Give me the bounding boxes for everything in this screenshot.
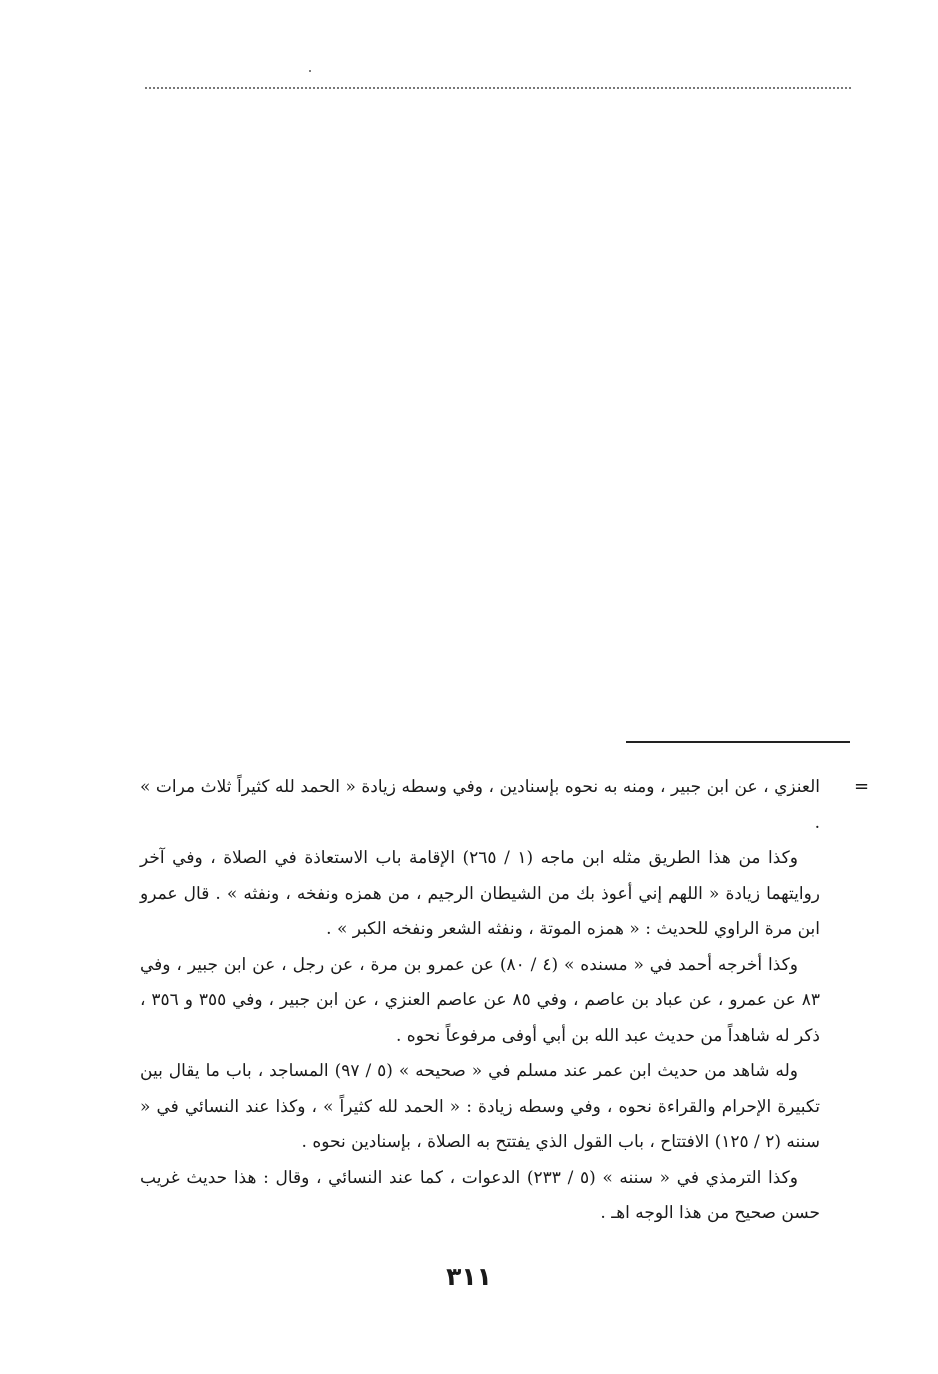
footnote-block [140,770,820,1232]
footnote-paragraph: وكذا أخرجه أحمد في « مسنده » (٤ / ٨٠) عن عمرو بن مرة ، عن رجل ، عن ابن جبير ، وفي ٨٣ عن عمرو ، عن عباد بن عاصم ، وفي ٨٥ عن عاصم العنزي ، عن ابن جبير ، وفي ٣٥٥ و ٣٥٦ ، ذكر له شاهداً من حديث عبد الله بن أبي أوفى مرفوعاً نحوه . [140,954,820,1046]
continuation-mark: = [854,776,870,797]
footnote-separator [626,741,850,743]
footnote-paragraph: العنزي ، عن ابن جبير ، ومنه به نحوه بإسنادين ، وفي وسطه زيادة « الحمد لله كثيراً ثلاث مرات » . [140,777,820,833]
header-dotted-rule [145,87,851,89]
page-number: ٣١١ [446,1262,492,1291]
footnote-paragraph: وله شاهد من حديث ابن عمر عند مسلم في « صحيحه » (٥ / ٩٧) المساجد ، باب ما يقال بين تكبيرة الإحرام والقراءة نحوه ، وفي وسطه زيادة : « الحمد لله كثيراً » ، وكذا عند النسائي في « سننه (٢ / ١٢٥) الافتتاح ، باب القول الذي يفتتح به الصلاة ، بإسنادين نحوه . [140,1061,820,1152]
footnote-paragraph: وكذا من هذا الطريق مثله ابن ماجه (١ / ٢٦٥) الإقامة باب الاستعاذة في الصلاة ، وفي آخر روايتهما زيادة « اللهم إني أعوذ بك من الشيطان الرجيم ، من همزه ونفخه ، ونفثه » . قال عمرو ابن مرة الراوي للحديث : « همزه الموتة ، ونفثه الشعر ونفخه الكبر » . [140,848,820,939]
footnote-paragraph: وكذا الترمذي في « سننه » (٥ / ٢٣٣) الدعوات ، كما عند النسائي ، وقال : هذا حديث غريب حسن صحيح من هذا الوجه اهـ . [140,1167,820,1223]
stray-dot [309,70,311,72]
